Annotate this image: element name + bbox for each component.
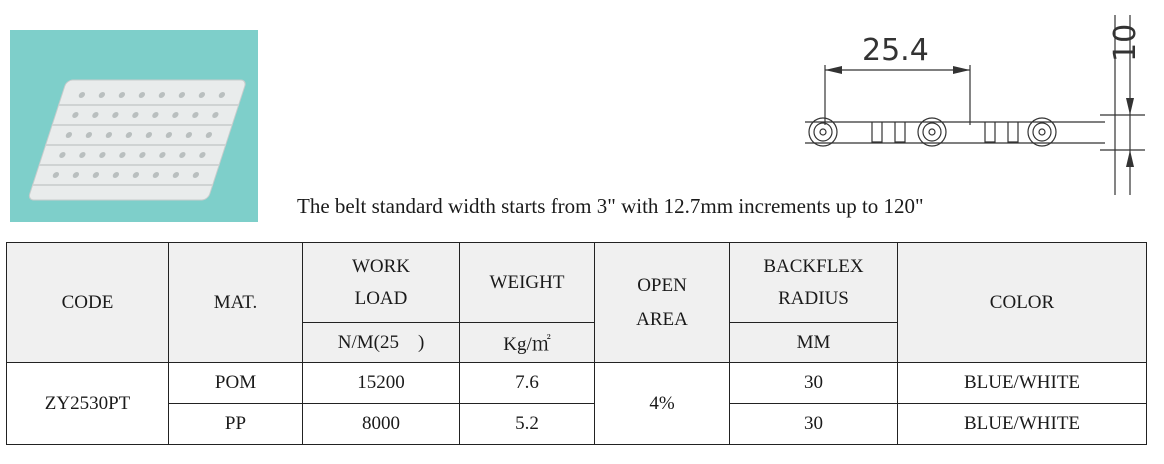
work-load-cell: 15200 [303, 363, 460, 404]
height-dimension-label: 10 [1108, 23, 1143, 62]
header-open-area-line2: AREA [636, 308, 688, 330]
pitch-dimension-label: 25.4 [862, 33, 929, 68]
header-work-load-unit: N/M(25 ) [303, 323, 460, 363]
color-cell: BLUE/WHITE [898, 363, 1147, 404]
header-backflex-unit: MM [730, 323, 898, 363]
header-work-load-line2: LOAD [354, 287, 408, 309]
table-row [7, 363, 1147, 404]
header-code: CODE [7, 243, 169, 363]
belt-width-caption: The belt standard width starts from 3" with 12.7mm increments up to 120" [297, 194, 924, 218]
header-open-area-line1: OPEN [637, 274, 687, 296]
material-cell: PP [169, 404, 303, 445]
open-area-cell: 4% [595, 363, 730, 445]
code-cell: ZY2530PT [7, 363, 169, 445]
work-load-cell: 8000 [303, 404, 460, 445]
header-open-area [595, 243, 730, 363]
header-work-load-line1: WORK [351, 255, 411, 277]
material-cell: POM [169, 363, 303, 404]
spec-table [6, 242, 1147, 445]
weight-cell: 5.2 [460, 404, 595, 445]
belt-profile-drawing [790, 10, 1150, 200]
header-work-load [303, 243, 460, 323]
header-backflex-line2: RADIUS [778, 287, 849, 309]
header-backflex [730, 243, 898, 323]
product-photo [10, 30, 258, 222]
backflex-cell: 30 [730, 404, 898, 445]
header-weight: WEIGHT [460, 243, 595, 323]
weight-cell: 7.6 [460, 363, 595, 404]
table-row [7, 404, 1147, 445]
backflex-cell: 30 [730, 363, 898, 404]
header-backflex-line1: BACKFLEX [763, 255, 864, 277]
color-cell: BLUE/WHITE [898, 404, 1147, 445]
header-color: COLOR [898, 243, 1147, 363]
header-material: MAT. [169, 243, 303, 363]
header-weight-unit: Kg/㎡ [460, 323, 595, 363]
